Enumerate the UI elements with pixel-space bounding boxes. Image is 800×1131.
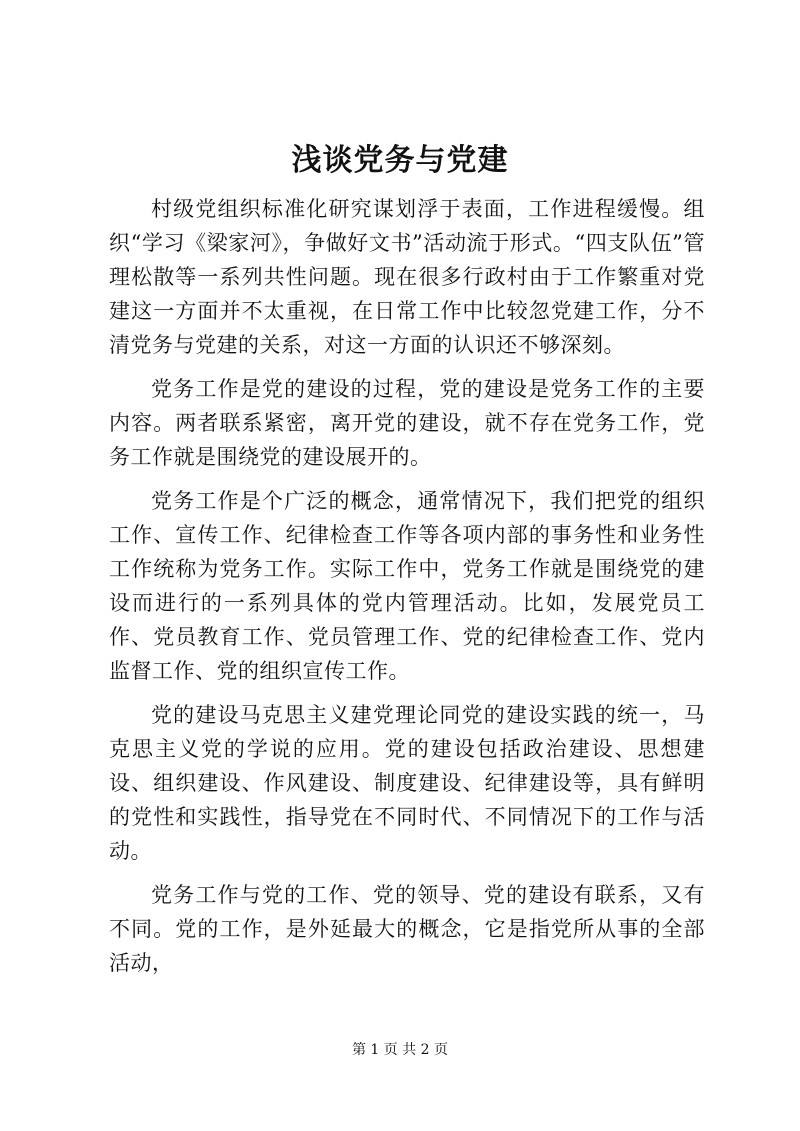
document-title: 浅谈党务与党建 xyxy=(291,143,509,178)
paragraph: 党务工作是党的建设的过程，党的建设是党务工作的主要内容。两者联系紧密，离开党的建设，就不存在党务工作，党务工作就是围绕党的建设展开的。 xyxy=(109,377,705,469)
paragraph: 党务工作与党的工作、党的领导、党的建设有联系，又有不同。党的工作，是外延最大的概念，它是指党所从事的全部活动， xyxy=(109,883,705,975)
paragraph: 党务工作是个广泛的概念，通常情况下，我们把党的组织工作、宣传工作、纪律检查工作等各项内部的事务性和业务性工作统称为党务工作。实际工作中，党务工作就是围绕党的建设而进行的一系列具体的党内管理活动。比如，发展党员工作、党员教育工作、党员管理工作、党的纪律检查工作、党内监督工作、党的组织宣传工作。 xyxy=(109,489,705,683)
paragraph: 村级党组织标准化研究谋划浮于表面，工作进程缓慢。组织“学习《梁家河》，争做好文书”活动流于形式。“四支队伍”管理松散等一系列共性问题。现在很多行政村由于工作繁重对党建这一方面并不太重视，在日常工作中比较忽党建工作，分不清党务与党建的关系，对这一方面的认识还不够深刻。 xyxy=(109,197,705,357)
page-number-footer: 第 1 页 共 2 页 xyxy=(351,1042,449,1058)
paragraph: 党的建设马克思主义建党理论同党的建设实践的统一，马克思主义党的学说的应用。党的建设包括政治建设、思想建设、组织建设、作风建设、制度建设、纪律建设等，具有鲜明的党性和实践性，指导党在不同时代、不同情况下的工作与活动。 xyxy=(109,703,705,863)
document-body xyxy=(109,192,705,990)
